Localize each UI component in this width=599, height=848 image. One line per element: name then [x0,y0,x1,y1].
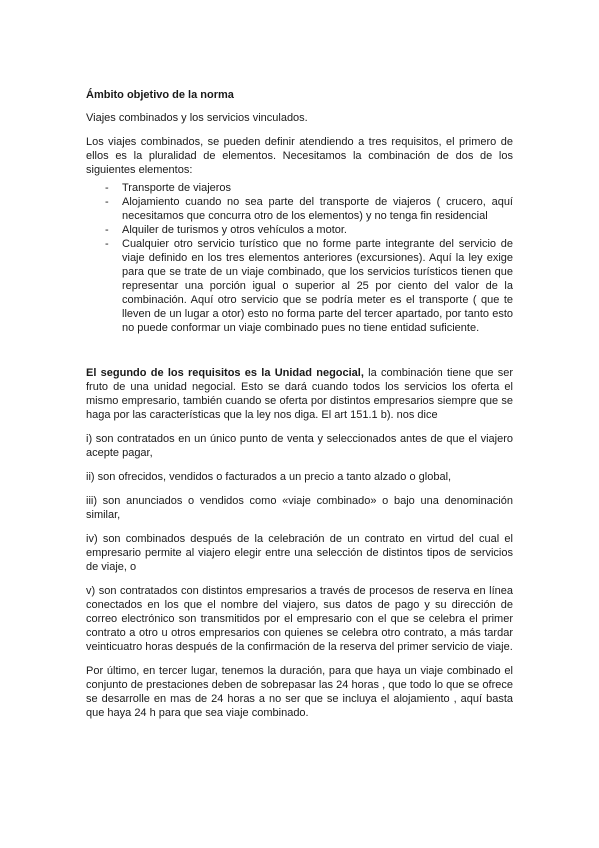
article-item: ii) son ofrecidos, vendidos o facturados a un precio a tanto alzado o global, [86,471,452,483]
second-requirement-paragraph [86,366,513,422]
subheading: Viajes combinados y los servicios vinculados. [86,112,308,124]
article-item: iii) son anunciados o vendidos como «viaje combinado» o bajo una denominación similar, [86,495,513,521]
closing-paragraph: Por último, en tercer lugar, tenemos la duración, para que haya un viaje combinado el conjunto de prestaciones deben de sobrepasar las 24 horas , que todo lo que se ofrece se desarrolle en mas de 24 horas a no ser que se incluya el alojamiento , aquí basta que haya 24 h para que sea viaje combinado. [86,665,513,719]
list-item [86,223,513,237]
list-item [86,237,513,335]
list-bullet: - [105,224,109,236]
list-item-text: Alojamiento cuando no sea parte del transporte de viajeros ( crucero, aquí necesitamos que concurra otro de los elementos) y no tenga fin residencial [122,196,513,222]
article-item: v) son contratados con distintos empresarios a través de procesos de reserva en línea conectados en los que el nombre del viajero, sus datos de pago y su dirección de correo electrónico son transmitidos por el empresario con el que se celebra el primer contrato a otro u otros empresarios con quienes se celebra otro contrato, a más tardar veinticuatro horas después de la confirmación de la reserva del primer servicio de viaje. [86,585,513,653]
article-item: iv) son combinados después de la celebración de un contrato en virtud del cual el empresario permite al viajero elegir entre una selección de distintos tipos de servicios de viaje, o [86,533,513,573]
section-gap [86,335,513,366]
article-item: i) son contratados en un único punto de venta y seleccionados antes de que el viajero acepte pagar, [86,433,513,459]
list-bullet: - [105,196,109,208]
list-item-text: Cualquier otro servicio turístico que no forme parte integrante del servicio de viaje definido en los tres elementos anteriores (excursiones). Aquí la ley exige para que se trate de un viaje combinado, que los servicios turísticos tienen que representar una porción igual o superior al 25 por ciento del valor de la combinación. Aquí otro servicio que se podría meter es el transporte ( que te lleven de un lugar a otor) esto no forma parte del tercer apartado, por tanto esto no puede conformar un viaje combinado pues no tiene entidad suficiente. [122,238,513,334]
second-requirement-body: la combinación tiene que ser fruto de una unidad negocial. Esto se dará cuando todos los servicios los oferta el mismo empresario, también cuando se oferta por distintos empresarios siempre que se haga por las características que la ley nos diga. El art 151.1 b). nos dice [86,367,513,421]
second-requirement-lead: El segundo de los requisitos es la Unidad negocial, [86,367,364,379]
elements-list [86,181,513,335]
list-item [86,195,513,223]
list-bullet: - [105,238,109,250]
intro-paragraph: Los viajes combinados, se pueden definir atendiendo a tres requisitos, el primero de ellos es la pluralidad de elementos. Necesitamos la combinación de dos de los siguientes elementos: [86,136,513,176]
section-heading: Ámbito objetivo de la norma [86,89,234,101]
list-item-text: Alquiler de turismos y otros vehículos a motor. [122,224,347,236]
list-item [86,181,513,195]
list-item-text: Transporte de viajeros [122,182,232,194]
list-bullet: - [105,182,109,194]
